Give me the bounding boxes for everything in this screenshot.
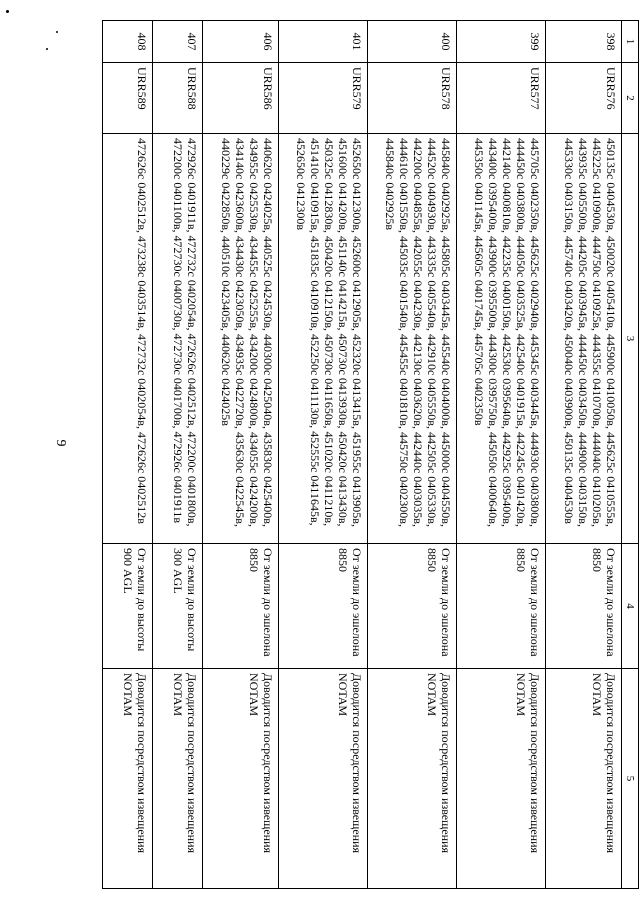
- altitude-limits: От земли до эшелона 8850: [368, 544, 457, 669]
- altitude-limits: От земли до эшелона 8850: [546, 544, 622, 669]
- row-number: 407: [153, 21, 203, 63]
- notes: Доводится посредством извещения NOTAM: [279, 669, 368, 889]
- zone-coordinates: 472626с 0402512в, 473238с 0403514в, 472732с 0402054в, 472626с 0402512в: [103, 134, 153, 544]
- row-number: 408: [103, 21, 153, 63]
- table-row: [368, 21, 457, 889]
- zone-id: URR577: [457, 63, 546, 134]
- table-row: [203, 21, 279, 889]
- row-number: 400: [368, 21, 457, 63]
- zone-coordinates: 450135с 0404530в, 450020с 0405410в, 445900с 0410050в, 445625с 0410555в, 445225с 0410900в, 444750с 0410925в, 444355с 0410700в, 444040с 0410205в, 443935с 0405500в, 444205с 0403945в, 444450с 0403450в, 444900с 0403150в, 445330с 0403150в, 445740с 0403420в, 450040с 0403900в, 450135с 0404530в: [546, 134, 622, 544]
- header-col-2: 2: [622, 63, 639, 134]
- row-number: 406: [203, 21, 279, 63]
- zone-id: URR579: [279, 63, 368, 134]
- header-col-5: 5: [622, 669, 639, 889]
- notes: Доводится посредством извещения NOTAM: [457, 669, 546, 889]
- notes: Доводится посредством извещения NOTAM: [368, 669, 457, 889]
- notes: Доводится посредством извещения NOTAM: [546, 669, 622, 889]
- altitude-limits: От земли до высоты 900 AGL: [103, 544, 153, 669]
- table-row: [279, 21, 368, 889]
- altitude-limits: От земли до эшелона 8850: [203, 544, 279, 669]
- zone-coordinates: 445840с 0402925в, 445805с 0403445в, 445540с 0404000в, 445000с 0404550в, 444520с 0404930в, 443335с 0405540в, 442910с 0405550в, 442505с 0405330в, 442200с 0404855в, 442055с 0404230в, 442130с 0403620в, 442440с 0403035в, 444610с 0401550в, 445035с 0401540в, 445455с 0401810в, 445750с 0402300в, 445840с 0402925в: [368, 134, 457, 544]
- airspace-restricted-zones-table: [102, 20, 639, 889]
- scan-speck: [56, 31, 58, 33]
- row-number: 399: [457, 21, 546, 63]
- zone-coordinates: 445705с 0402350в, 445625с 0402940в, 445345с 0403445в, 444930с 0403800в, 444450с 0403800в, 444050с 0403525в, 442540с 0401915в, 442245с 0401420в, 442140с 0400810в, 442235с 0400150в, 442530с 0395640в, 442925с 0395400в, 443400с 0395400в, 443900с 0395500в, 444300с 0395750в, 445050с 0400640в, 445350с 0401145в, 445605с 0401745в, 445705с 0402350в: [457, 134, 546, 544]
- notes: Доводится посредством извещения NOTAM: [103, 669, 153, 889]
- zone-id: URR586: [203, 63, 279, 134]
- zone-id: URR576: [546, 63, 622, 134]
- altitude-limits: От земли до эшелона 8850: [279, 544, 368, 669]
- zone-id: URR588: [153, 63, 203, 134]
- header-col-3: 3: [622, 134, 639, 544]
- altitude-limits: От земли до эшелона 8850: [457, 544, 546, 669]
- zone-coordinates: 472926с 0401911в, 472732с 0402054в, 472626с 0402512в, 472200с 0401800в, 472200с 0401100в, 472730с 0400730в, 472730с 0401700в, 472926с 0401911в: [153, 134, 203, 544]
- row-number: 398: [546, 21, 622, 63]
- header-col-1: 1: [622, 21, 639, 63]
- zone-coordinates: 440620с 0424025в, 440525с 0424530в, 440300с 0425040в, 435830с 0425400в, 434955с 0425530в, 434455с 0425255в, 434200с 0424800в, 434055с 0424200в, 434140с 0423600в, 434430с 0423050в, 434935с 0422720в, 435630с 0422545в, 440229с 0422850в, 440510с 0423405в, 440620с 0424025в: [203, 134, 279, 544]
- table-row: [153, 21, 203, 889]
- notes: Доводится посредством извещения NOTAM: [203, 669, 279, 889]
- notes: Доводится посредством извещения NOTAM: [153, 669, 203, 889]
- table-row: [546, 21, 622, 889]
- zone-id: URR578: [368, 63, 457, 134]
- zone-coordinates: 452650с 0412300в, 452600с 0412905в, 452320с 0413415в, 451955с 0413905в, 451600с 0414200в, 451140с 0414215в, 450730с 0413930в, 450420с 0413430в, 450325с 0412830в, 450420с 0412150в, 450730с 0411650в, 451020с 0411210в, 451410с 0410915в, 451835с 0410910в, 452250с 0411130в, 452555с 0411645в, 452650с 0412300в: [279, 134, 368, 544]
- rotated-table-wrapper: [72, 20, 639, 888]
- table-row: [457, 21, 546, 889]
- header-row: [622, 21, 639, 889]
- altitude-limits: От земли до высоты 300 AGL: [153, 544, 203, 669]
- table-row: [103, 21, 153, 889]
- row-number: 401: [279, 21, 368, 63]
- scan-speck: [6, 10, 9, 13]
- header-col-4: 4: [622, 544, 639, 669]
- page-number: 9: [53, 439, 68, 447]
- scan-speck: [46, 48, 48, 50]
- zone-id: URR589: [103, 63, 153, 134]
